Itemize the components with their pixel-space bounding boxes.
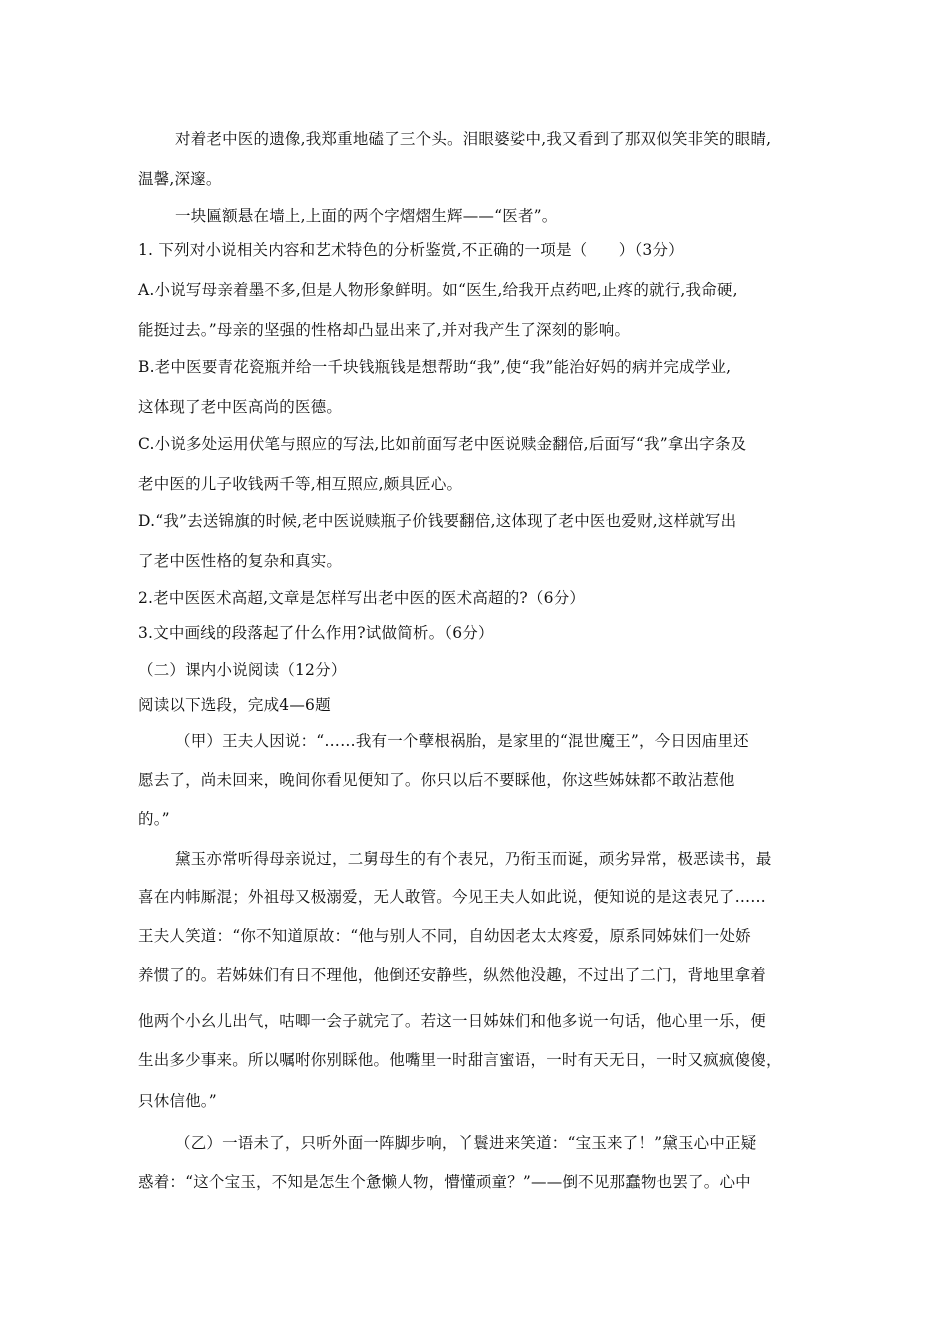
text-line: 他两个小幺儿出气，咕唧一会子就完了。若这一日姊妹们和他多说一句话，他心里一乐，便 [138, 1012, 767, 1030]
text-line: 的。” [138, 810, 170, 828]
text-line: 这体现了老中医高尚的医德。 [138, 398, 343, 416]
text-line: 王夫人笑道：“你不知道原故：“他与别人不同，自幼因老太太疼爱，原系同姊妹们一处娇 [138, 927, 751, 945]
text-line: 2.老中医医术高超,文章是怎样写出老中医的医术高超的?（6分） [138, 589, 586, 607]
text-line: 3.文中画线的段落起了什么作用?试做简析。（6分） [138, 624, 494, 642]
text-line: 阅读以下选段，完成4—6题 [138, 696, 331, 714]
text-line: 能挺过去。”母亲的坚强的性格却凸显出来了,并对我产生了深刻的影响。 [138, 321, 631, 339]
text-line: B.老中医要青花瓷瓶并给一千块钱瓶钱是想帮助“我”,使“我”能治好妈的病并完成学业, [138, 358, 732, 376]
text-line: （乙）一语未了，只听外面一阵脚步响，丫鬟进来笑道：“宝玉来了！”黛玉心中正疑 [175, 1134, 757, 1152]
text-line: C.小说多处运用伏笔与照应的写法,比如前面写老中医说赎金翻倍,后面写“我”拿出字条及 [138, 435, 747, 453]
text-line: 温馨,深邃。 [138, 170, 222, 188]
text-line: 一块匾额悬在墙上,上面的两个字熠熠生辉——“医者”。 [175, 207, 558, 225]
text-line: A.小说写母亲着墨不多,但是人物形象鲜明。如“医生,给我开点药吧,止疼的就行,我命硬, [138, 281, 738, 299]
text-line: 1. 下列对小说相关内容和艺术特色的分析鉴赏,不正确的一项是（ ）（3分） [138, 241, 684, 259]
text-line: 了老中医性格的复杂和真实。 [138, 552, 343, 570]
text-line: D.“我”去送锦旗的时候,老中医说赎瓶子价钱要翻倍,这体现了老中医也爱财,这样就写出 [138, 512, 737, 530]
text-line: 喜在内帏厮混；外祖母又极溺爱，无人敢管。今见王夫人如此说，便知说的是这表兄了…… [138, 888, 767, 906]
text-line: （甲）王夫人因说：“……我有一个孽根祸胎，是家里的“混世魔王”，今日因庙里还 [175, 732, 749, 750]
text-line: 老中医的儿子收钱两千等,相互照应,颇具匠心。 [138, 475, 463, 493]
text-line: （二）课内小说阅读（12分） [138, 661, 347, 679]
text-line: 黛玉亦常听得母亲说过，二舅母生的有个表兄，乃衔玉而诞，顽劣异常，极恶读书，最 [175, 850, 772, 868]
text-line: 生出多少事来。所以嘱咐你别睬他。他嘴里一时甜言蜜语，一时有天无日，一时又疯疯傻傻， [138, 1051, 782, 1069]
text-line: 养惯了的。若姊妹们有日不理他，他倒还安静些，纵然他没趣，不过出了二门，背地里拿着 [138, 966, 767, 984]
text-line: 只休信他。” [138, 1092, 217, 1110]
text-line: 对着老中医的遗像,我郑重地磕了三个头。泪眼婆娑中,我又看到了那双似笑非笑的眼睛, [175, 130, 772, 148]
text-line: 惑着：“这个宝玉，不知是怎生个惫懒人物，懵懂顽童？”——倒不见那蠢物也罢了。心中 [138, 1173, 751, 1191]
text-line: 愿去了，尚未回来，晚间你看见便知了。你只以后不要睬他，你这些姊妹都不敢沾惹他 [138, 771, 735, 789]
